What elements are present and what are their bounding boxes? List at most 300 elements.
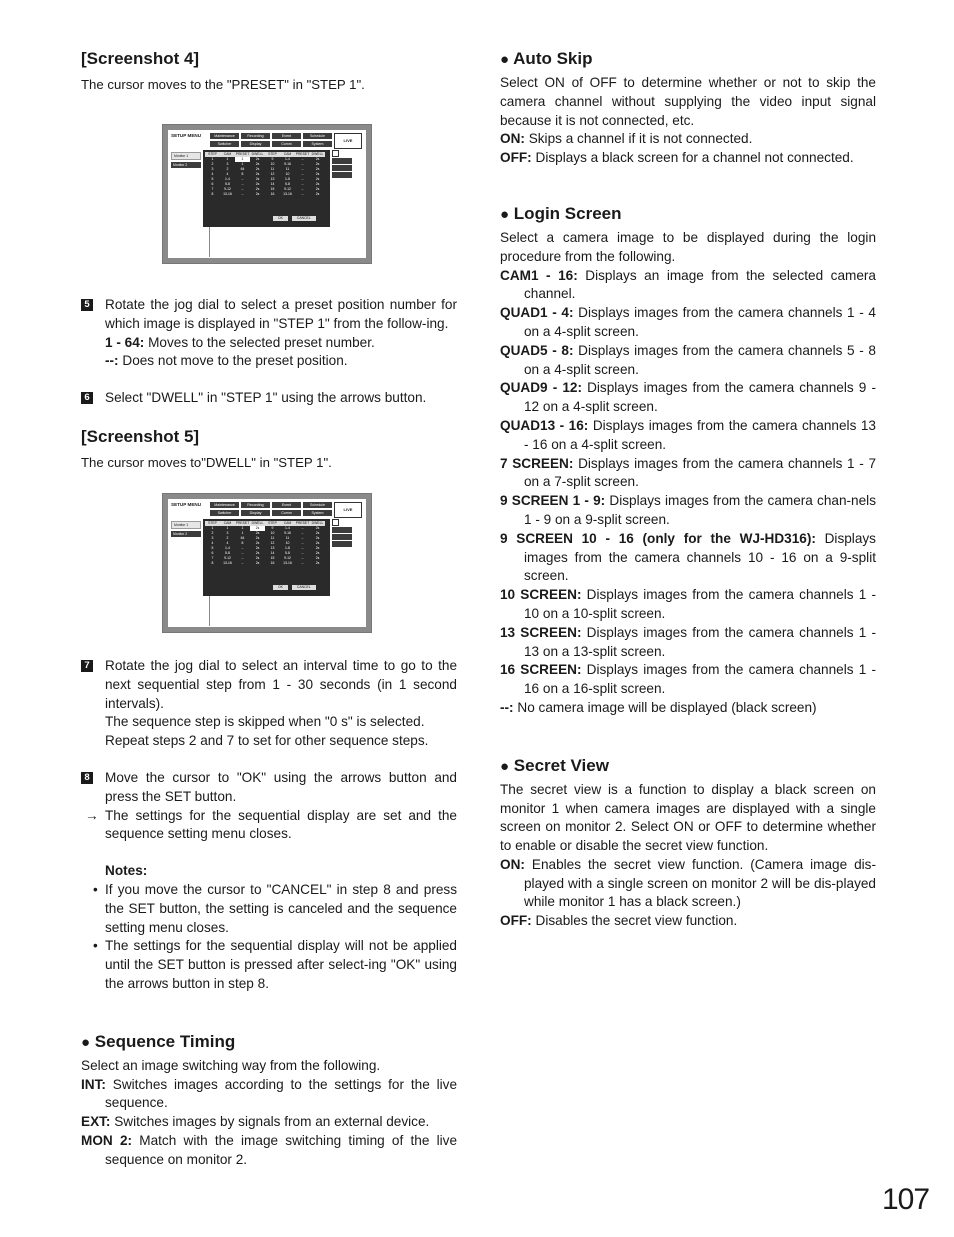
option-label: QUAD9 - 12: [500,380,582,396]
option-label: ON: [500,131,525,147]
table-cell[interactable]: -- [301,187,304,191]
option-text: Displays an image from the selected camera channel. [524,267,876,302]
heading-text: Sequence Timing [94,1031,236,1051]
option-label: 7 SCREEN: [500,455,574,471]
table-cell[interactable]: 1 [241,530,244,535]
ok-button[interactable]: OK [273,216,288,221]
option-label: QUAD13 - 16: [500,417,589,433]
sequence-timing-intro: Select an image switching way from the following. [81,1057,381,1073]
divider [209,227,210,257]
table-cell[interactable]: 2s [255,187,260,191]
right-side-tab[interactable] [332,172,352,178]
option-text: Switches images according to the settings for the live sequence. [105,1076,457,1111]
setup-menu-title: SETUP MENU [171,501,202,507]
table-cell[interactable]: 5-8 [225,182,230,186]
table-cell[interactable]: 4 [226,540,229,545]
step-5 [81,296,457,371]
option-text: No camera image will be displayed (black screen) [513,699,817,715]
option-text: Switches images by signals from an external device. [110,1114,430,1130]
tab-system[interactable]: System [303,510,332,516]
column-header: DWELL [311,152,324,156]
step-8-result [81,807,457,845]
option-label: QUAD5 - 8: [500,342,574,358]
table-cell[interactable]: 4 [226,172,229,176]
option-label: 9 SCREEN 10 - 16 (only for the WJ-HD316): [500,530,816,546]
option-text: Moves to the selected preset number. [144,334,375,350]
table-cell[interactable]: 2s [255,162,260,166]
note-item [81,881,457,937]
left-column [81,48,457,1170]
table-cell: 6 [211,550,214,555]
secret-view-option [500,856,876,912]
table-cell[interactable]: 2s [255,550,260,555]
column-header: STEP [265,152,280,157]
login-screen-heading [500,203,876,226]
table-cell[interactable]: 2s [255,192,260,196]
table-cell[interactable]: 1-4 [225,177,230,181]
table-cell[interactable]: -- [301,182,304,186]
table-cell[interactable]: -- [301,530,304,535]
option-text: Displays images from the camera channels 9 - 12 on a 4-split screen. [524,380,876,415]
table-cell[interactable]: 13-16 [283,192,292,196]
table-cell[interactable]: 2s [255,157,260,161]
table-cell[interactable]: 2s [255,530,260,535]
note-text: If you move the cursor to "CANCEL" in step 8 and press the SET button, the setting is canceled and the sequence setting menu closes. [105,881,457,935]
bullet-icon: • [93,938,98,954]
right-side-tabs [332,519,352,548]
option-label: --: [500,699,514,715]
secret-view-heading [500,755,876,778]
step-6-text: Select "DWELL" in "STEP 1" using the arrows button. [105,390,427,406]
option-label: 10 SCREEN: [500,587,582,603]
table-cell[interactable]: -- [241,560,244,565]
sidebar-item-monitor-2[interactable]: Monitor 2 [171,162,201,168]
table-cell[interactable]: 2s [315,545,320,550]
step-7-note: Repeat steps 2 and 7 to set for other sequence steps. [105,733,429,749]
table-cell: 12 [270,540,275,545]
option-text: Displays a black screen for a channel not connected. [531,150,854,166]
option-text: Match with the image switching timing of the live sequence on monitor 2. [105,1132,458,1167]
table-cell[interactable]: 2s [250,526,265,531]
login-screen-intro: Select a camera image to be displayed during the login procedure from the following. [500,229,876,264]
table-cell: 15 [270,187,275,191]
table-cell: 4 [211,540,214,545]
table-cell: 3 [211,167,214,171]
table-cell[interactable]: 11 [285,167,290,171]
login-screen-option [500,342,876,380]
table-cell[interactable]: 5-8 [225,550,230,555]
login-screen-option [500,379,876,417]
column-header: PRESET [295,152,310,156]
screenshot5-heading: [Screenshot 5] [81,426,200,446]
table-cell: 3 [211,535,214,540]
step-7-text: Rotate the jog dial to select an interval time to go to the next sequential step from 1 - 30 seconds (in 1 second intervals). [105,657,457,711]
table-cell[interactable]: 2s [255,555,260,560]
login-screen-option [500,455,876,493]
table-cell[interactable]: -- [241,545,244,550]
table-cell: 10 [270,162,275,166]
note-text: The settings for the sequential display will not be applied until the SET button is pressed after select-ing "OK" using the arrows button in step 8. [105,938,457,991]
table-cell: 1 [211,525,214,530]
table-cell[interactable]: 2s [315,540,320,545]
table-cell[interactable]: 1 [241,162,244,166]
bullet-icon: ● [500,757,510,775]
step-8 [81,769,457,807]
tab-comm[interactable]: Comm [272,141,301,147]
table-cell[interactable]: -- [301,157,304,161]
note-item [81,937,457,993]
step-8-result-text: The settings for the sequential display are set and the sequence setting menu closes. [105,807,457,842]
tab-schedule[interactable]: Schedule [303,133,332,139]
setup-menu-screen [168,499,366,627]
table-cell[interactable]: 2s [315,177,320,181]
table-cell[interactable]: 2s [315,182,320,186]
screenshot4-caption: The cursor moves to the "PRESET" in "STEP 1". [81,77,365,92]
table-cell[interactable]: -- [241,177,244,181]
table-cell[interactable]: 1 [241,525,244,530]
table-cell: 11 [270,535,275,540]
option-label: QUAD1 - 4: [500,305,574,321]
sidebar-item-monitor-2[interactable]: Monitor 2 [171,531,201,537]
live-button[interactable]: LIVE [334,133,362,149]
column-header: DWELL [251,520,264,525]
right-column [500,48,876,931]
ok-cancel-row [273,585,316,590]
right-side-marker [332,150,339,157]
option-label: 9 SCREEN 1 - 9: [500,493,606,509]
table-cell[interactable]: 10 [285,172,290,176]
table-cell: 13 [270,545,275,550]
table-cell: 16 [270,192,275,196]
table-cell[interactable]: 9-12 [224,555,231,560]
table-cell[interactable]: 2s [315,560,320,565]
table-cell[interactable]: -- [241,550,244,555]
sequence-timing-heading [81,1031,457,1054]
login-screen-option [500,304,876,342]
monitor-sidebar [171,152,201,170]
column-header: CAM [220,152,235,157]
step-number: 6 [81,392,93,404]
setup-menu-title: SETUP MENU [171,133,202,138]
right-side-tabs [332,150,352,179]
table-cell[interactable]: 2 [226,535,229,540]
option-text: Displays images from the camera channels 1 - 10 on a 10-split screen. [524,587,876,621]
right-side-tab[interactable] [332,165,352,171]
table-cell: 8 [211,560,214,565]
option-text: Displays images from the camera channels 1 - 4 on a 4-split screen. [524,305,876,339]
table-cell[interactable]: 3 [226,530,229,535]
table-cell[interactable]: 2s [315,187,320,191]
sidebar-item-monitor-1[interactable]: Monitor 1 [171,521,201,529]
table-cell[interactable]: 2 [226,167,229,171]
table-cell: 7 [211,555,214,560]
sequence-table [205,152,325,197]
auto-skip-option [500,130,876,149]
table-cell[interactable]: -- [301,545,304,550]
auto-skip-option [500,149,876,168]
tab-schedule[interactable]: Schedule [303,502,332,508]
table-cell[interactable]: 64 [240,535,245,540]
table-cell: 7 [211,187,214,191]
option-label: MON 2: [81,1132,133,1148]
column-header: DWELL [311,520,324,525]
step-number: 7 [81,660,93,672]
step-7-note: The sequence step is skipped when "0 s" is selected. [105,714,425,730]
table-cell: 11 [270,167,275,171]
table-cell[interactable]: 1 [226,525,229,530]
column-header: PRESET [235,520,250,525]
table-cell[interactable]: 2s [315,525,320,530]
ok-cancel-row [273,216,316,221]
column-header: CAM [280,152,295,157]
screenshot4-heading: [Screenshot 4] [81,49,200,68]
login-screen-option [500,586,876,624]
table-cell: 5 [211,545,214,550]
monitor-sidebar [171,521,201,539]
sidebar-item-monitor-1[interactable]: Monitor 1 [171,152,201,160]
column-header: CAM [220,521,235,526]
table-cell: 13 [270,177,275,181]
setup-menu-tabs [210,133,332,149]
table-cell[interactable]: 9-16 [284,162,291,166]
table-cell[interactable]: 5-8 [285,182,290,186]
option-text: Displays images from the camera channels 5 - 8 on a 4-split screen. [524,342,876,377]
option-text: Displays images from the camera chan-nels 1 - 9 on a 9-split screen. [524,493,876,527]
login-screen-option [500,624,876,662]
tab-display[interactable]: Display [241,510,270,516]
divider [209,596,210,626]
bullet-icon: ● [81,1033,91,1051]
table-cell: 8 [211,192,214,196]
table-row [205,192,325,197]
tab-recording[interactable]: Recording [241,133,270,139]
table-cell[interactable]: -- [301,172,304,176]
table-cell[interactable]: 2s [315,162,320,166]
column-header: PRESET [235,152,250,156]
table-cell: 14 [270,550,275,555]
option-text: Displays images from the camera channels 1 - 13 on a 13-split screen. [524,624,876,659]
table-cell[interactable]: -- [241,192,244,196]
table-cell: 4 [211,172,214,176]
table-cell[interactable]: -- [241,187,244,191]
table-cell[interactable]: -- [301,525,304,530]
column-header: STEP [205,152,220,157]
heading-text: Login Screen [513,203,622,223]
option-text: Does not move to the preset position. [118,353,348,369]
tab-switcher[interactable]: Switcher [210,510,239,516]
notes-title: Notes: [105,863,148,879]
table-cell: 12 [270,172,275,176]
step-7 [81,657,457,751]
table-cell: 6 [211,182,214,186]
table-cell: 1 [211,157,214,161]
table-cell: 15 [270,555,275,560]
table-cell[interactable]: 2s [315,530,320,535]
option-text: Displays images from the camera channels 13 - 16 on a 4-split screen. [524,417,876,452]
table-cell[interactable]: 1 [235,157,250,162]
tab-comm[interactable]: Comm [272,510,301,516]
table-cell[interactable]: -- [301,162,304,166]
table-cell[interactable]: 13-16 [283,560,292,565]
table-cell[interactable]: 2s [315,192,320,196]
login-screen-option [500,699,876,718]
table-cell: 9 [271,525,274,530]
table-cell[interactable]: 1 [226,157,229,161]
option-label: OFF: [500,913,532,929]
login-screen-option [500,417,876,455]
setup-menu-tabs [210,502,332,518]
step-8-text: Move the cursor to "OK" using the arrows button and press the SET button. [105,769,457,804]
login-screen-option [500,492,876,530]
table-cell[interactable]: 9-12 [284,555,291,560]
option-label: EXT: [81,1114,111,1130]
screenshot4-figure [162,124,372,264]
table-cell[interactable]: -- [301,167,304,171]
arrow-icon: → [85,807,99,823]
column-header: DWELL [251,152,264,156]
secret-view-intro: The secret view is a function to display a black screen on monitor 1 when camera images are displayed with a single screen on monitor 2. Select ON or OFF to determine whether to enable or disable the secret view function. [500,781,876,854]
table-cell[interactable]: 2s [315,157,320,161]
option-label: INT: [81,1076,106,1092]
heading-text: Auto Skip [513,49,593,68]
step-5-text: Rotate the jog dial to select a preset position number for which image is displayed in "STEP 1" from the follow-ing. [105,297,457,331]
option-label: OFF: [500,150,532,166]
tab-recording[interactable]: Recording [241,502,270,508]
table-cell[interactable]: 1-4 [225,545,230,550]
table-cell[interactable]: 2s [315,535,320,540]
live-button[interactable]: LIVE [334,502,362,518]
setup-menu-screen [168,130,366,258]
option-label: CAM1 - 16: [500,267,578,283]
login-screen-option [500,530,876,586]
tab-maintenance[interactable]: Maintenance [210,502,239,508]
option-label: --: [105,353,119,369]
table-cell[interactable]: 2s [255,540,260,545]
right-side-tab[interactable] [332,158,352,164]
heading-text: Secret View [513,755,609,775]
table-cell[interactable]: 10 [285,540,290,545]
tab-switcher[interactable]: Switcher [210,141,239,147]
table-cell[interactable]: 13-16 [223,560,232,565]
table-cell[interactable]: 9-12 [224,187,231,191]
table-cell: 10 [270,530,275,535]
sequence-timing-option [81,1076,457,1114]
step-number: 5 [81,299,93,311]
sequence-table [205,521,325,566]
table-cell: 5 [211,177,214,181]
table-cell: 2 [211,530,214,535]
auto-skip-heading [500,48,876,71]
column-header: STEP [265,521,280,526]
screenshot5-figure [162,493,372,633]
table-cell[interactable]: 11 [285,535,290,540]
table-cell[interactable]: 1-8 [285,545,290,550]
auto-skip-intro: Select ON of OFF to determine whether or not to skip the camera channel without supplying the video input signal because it is not connected, etc. [500,75,876,128]
table-cell[interactable]: -- [301,177,304,181]
table-cell[interactable]: 8 [241,540,244,545]
table-cell: 16 [270,560,275,565]
table-cell: 2 [211,162,214,166]
table-cell[interactable]: 2s [255,177,260,181]
table-cell[interactable]: -- [301,555,304,560]
table-cell[interactable]: 2s [255,560,260,565]
table-cell[interactable]: -- [241,555,244,560]
secret-view-option [500,912,876,931]
table-cell[interactable]: -- [301,535,304,540]
right-side-tab[interactable] [332,541,352,547]
login-screen-options [500,267,876,718]
column-header: CAM [280,521,295,526]
table-cell[interactable]: -- [301,550,304,555]
table-cell[interactable]: 3 [226,162,229,166]
option-label: 13 SCREEN: [500,624,582,640]
login-screen-option [500,267,876,305]
table-cell: 14 [270,182,275,186]
right-side-marker [332,519,339,526]
table-cell[interactable]: 1-4 [285,157,290,161]
bullet-icon: • [93,881,98,897]
right-side-tab[interactable] [332,527,352,533]
tab-event[interactable]: Event [272,133,301,139]
table-cell[interactable]: 9-12 [284,187,291,191]
sequence-table-panel [203,519,330,596]
cancel-button[interactable]: CANCEL [292,585,316,590]
option-label: ON: [500,856,525,872]
step-6 [81,389,457,408]
table-cell[interactable]: 13-16 [223,192,232,196]
table-cell[interactable]: 2s [255,172,260,176]
table-cell[interactable]: 8 [241,172,244,176]
option-text: Displays images from the camera channels 1 - 16 on a 16-split screen. [524,662,876,697]
table-cell[interactable]: 5-8 [285,550,290,555]
table-cell[interactable]: 64 [240,167,245,171]
bullet-icon: ● [500,51,510,68]
table-cell[interactable]: 2s [255,167,260,171]
table-cell[interactable]: 9-16 [284,530,291,535]
table-cell[interactable]: -- [241,182,244,186]
step-number: 8 [81,772,93,784]
option-text: Enables the secret view function. (Camera image dis-played with a single screen on monitor 2 will be dis-played while monitor 1 has a black screen.) [524,856,876,910]
table-cell[interactable]: 2s [255,545,260,550]
page-number: 107 [882,1183,930,1216]
table-cell[interactable]: -- [301,192,304,196]
table-cell[interactable]: -- [301,540,304,545]
sequence-timing-option [81,1113,457,1132]
table-cell[interactable]: 1-4 [285,525,290,530]
table-cell[interactable]: 2s [315,550,320,555]
ok-button[interactable]: OK [273,585,288,590]
table-cell[interactable]: 1-8 [285,177,290,181]
tab-event[interactable]: Event [272,502,301,508]
sequence-timing-option [81,1132,457,1170]
right-side-tab[interactable] [332,534,352,540]
bullet-icon: ● [500,205,510,223]
tab-maintenance[interactable]: Maintenance [210,133,239,139]
login-screen-option [500,661,876,699]
option-label: 1 - 64: [105,334,145,350]
table-cell[interactable]: 2s [315,555,320,560]
screenshot5-caption: The cursor moves to"DWELL" in "STEP 1". [81,454,332,470]
table-cell[interactable]: 2s [315,167,320,171]
table-cell[interactable]: 2s [255,182,260,186]
tab-system[interactable]: System [303,141,332,147]
table-cell[interactable]: 2s [255,535,260,540]
table-cell[interactable]: 2s [315,172,320,176]
table-cell[interactable]: -- [301,560,304,565]
tab-display[interactable]: Display [241,141,270,147]
cancel-button[interactable]: CANCEL [292,216,316,221]
option-text: Disables the secret view function. [531,913,738,929]
